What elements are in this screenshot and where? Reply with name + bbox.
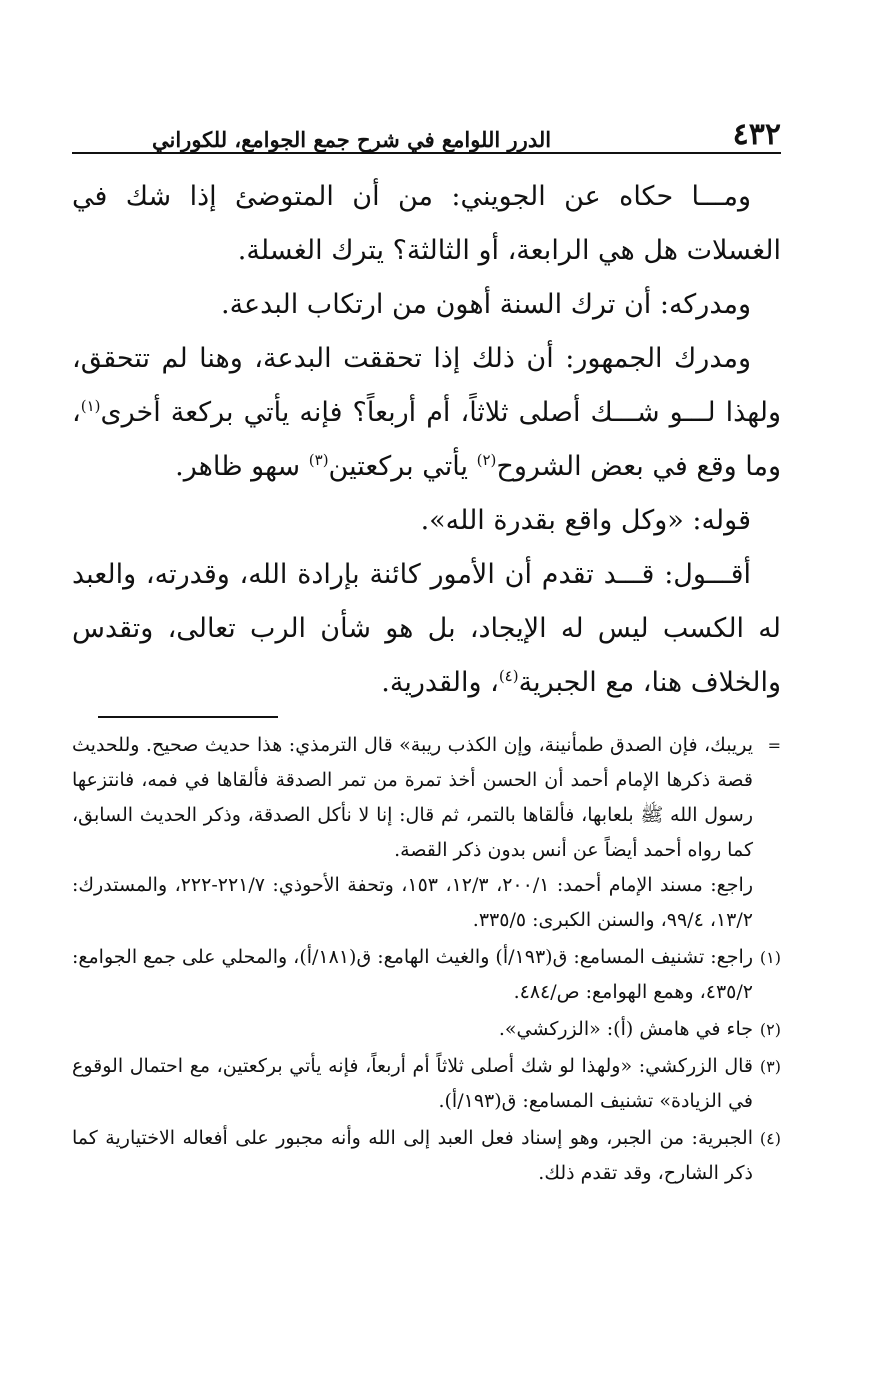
footnotes [72,728,781,1193]
page-number: ٤٣٢ [732,117,781,152]
footnote-ref[interactable]: (٣) [308,451,329,469]
footnote-ref[interactable]: (٤) [498,667,519,685]
footnote-text: الجبرية: من الجبر، وهو إسناد فعل العبد إلى الله وأنه مجبور على أفعاله الاختيارية كما ذكر الشارح، وقد تقدم ذلك. [72,1127,753,1184]
footnote [72,1012,781,1047]
footnote [72,1049,781,1119]
paragraph [72,332,781,494]
footnote-marker: (٢) [759,1020,781,1039]
page-header [72,112,781,152]
header-rule [72,152,781,154]
footnote-continuation [72,728,781,938]
footnote-marker: (٤) [759,1129,781,1148]
footnote-marker: (١) [759,948,781,967]
footnote [72,940,781,1010]
main-text [72,170,781,710]
footnote [72,1121,781,1191]
running-title: الدرر اللوامع في شرح جمع الجوامع، للكوراني [152,127,552,152]
footnote-rule [98,716,278,718]
paragraph: قوله: «وكل واقع بقدرة الله». [420,505,751,536]
paragraph-text: ، والقدرية. [381,667,499,698]
paragraph-text: أقـــول: قـــد تقدم أن الأمور كائنة بإرادة الله، وقدرته، والعبد له الكسب ليس له الإيجاد، بل هو شأن الرب تعالى، وتقدس والخلاف هنا، مع الجبرية [72,559,781,698]
footnote-text: راجع: مسند الإمام أحمد: ٢٠٠/١، ١٢/٣، ١٥٣، وتحفة الأحوذي: ٢٢١/٧-٢٢٢، والمستدرك: ١٣/٢، ٩٩/٤، والسنن الكبرى: ٣٣٥/٥. [72,874,753,931]
footnote-ref[interactable]: (١) [80,397,101,415]
footnote-ref[interactable]: (٢) [476,451,497,469]
paragraph: ومـــا حكاه عن الجويني: من أن المتوضئ إذا شك في الغسلات هل هي الرابعة، أو الثالثة؟ يترك الغسلة. [72,181,781,266]
footnote-marker: (٣) [759,1057,781,1076]
footnote-text: يريبك، فإن الصدق طمأنينة، وإن الكذب ريبة» قال الترمذي: هذا حديث صحيح. وللحديث قصة ذكرها الإمام أحمد أن الحسن أخذ تمرة من تمر الصدقة فألقاها في فمه، فانتزعها رسول الله ﷺ بلعابها، فألقاها بالتمر، ثم قال: إنا لا نأكل الصدقة، وذكر الحديث السابق، كما رواه أحمد أيضاً عن أنس بدون ذكر القصة. [72,734,753,861]
footnote-text: جاء في هامش (أ): «الزركشي». [498,1018,753,1040]
paragraph-text: سهو ظاهر. [175,451,309,482]
paragraph-text: ، وما وقع في بعض الشروح [72,397,781,482]
footnote-text: راجع: تشنيف المسامع: ق(١٩٣/أ) والغيث الهامع: ق(١٨١/أ)، والمحلي على جمع الجوامع: ٤٣٥/٢، وهمع الهوامع: ص/٤٨٤. [71,946,753,1003]
paragraph: ومدركه: أن ترك السنة أهون من ارتكاب البدعة. [220,289,751,320]
paragraph-text: ومدرك الجمهور: أن ذلك إذا تحققت البدعة، وهنا لم تتحقق، ولهذا لـــو شـــك أصلى ثلاثاً، أم أربعاً؟ فإنه يأتي بركعة أخرى [72,343,781,428]
footnote-marker: = [767,736,781,755]
paragraph-text: يأتي بركعتين [328,451,477,482]
footnote-text: قال الزركشي: «ولهذا لو شك أصلى ثلاثاً أم أربعاً، فإنه يأتي بركعتين، مع احتمال الوقوع في الزيادة» تشنيف المسامع: ق(١٩٣/أ). [72,1055,753,1112]
paragraph [72,548,781,710]
